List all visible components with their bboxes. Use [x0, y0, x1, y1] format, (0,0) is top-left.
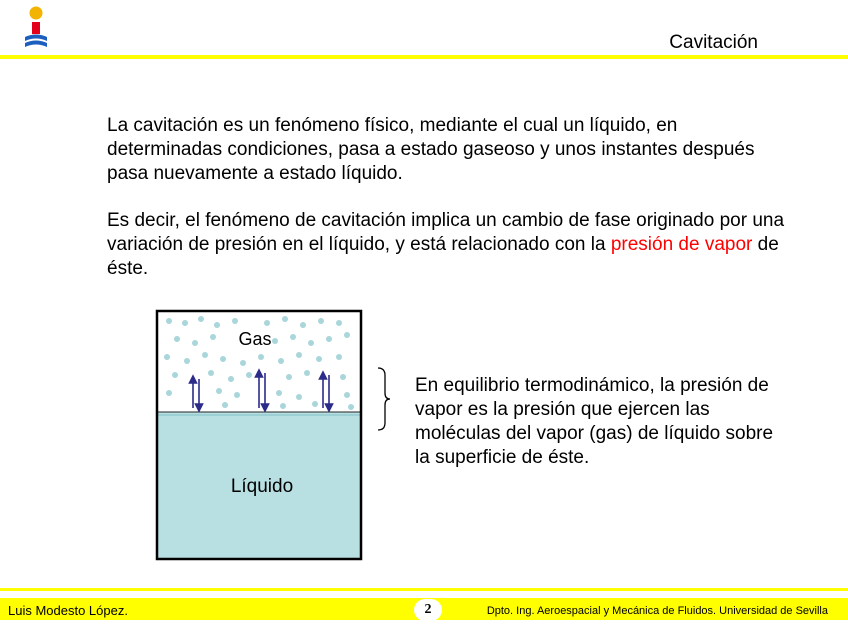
brace-icon [374, 366, 394, 432]
header-divider [0, 55, 848, 59]
department-name: Dpto. Ing. Aeroespacial y Mecánica de Fluidos. Universidad de Sevilla [486, 605, 828, 617]
explanation-paragraph [107, 209, 797, 281]
explanation-text: Es decir, el fenómeno de cavitación implica un cambio de fase originado por una variación de presión en el líquido, y está relacionado con la [107, 210, 785, 255]
gas-label: Gas [238, 329, 272, 349]
equilibrium-note: En equilibrio termodinámico, la presión de vapor es la presión que ejercen las moléculas del vapor (gas) de líquido sobre la superficie de éste. [415, 375, 774, 468]
liquid-label: Líquido [230, 476, 294, 497]
evaporation-arrows [193, 373, 329, 408]
definition-paragraph: La cavitación es un fenómeno físico, mediante el cual un líquido, en determinadas condiciones, pasa a estado gaseoso y unos instantes después pasa nuevamente a estado líquido. [107, 115, 755, 184]
slide-title: Cavitación [669, 32, 758, 53]
explanation-text-end: de éste. [107, 234, 779, 279]
author-name: Luis Modesto López. [8, 603, 128, 618]
page-number: 2 [414, 599, 442, 621]
university-logo [22, 6, 50, 48]
footer-divider [0, 588, 848, 591]
vapor-pressure-term: presión de vapor [610, 234, 753, 255]
vapor-pressure-diagram [155, 309, 365, 561]
